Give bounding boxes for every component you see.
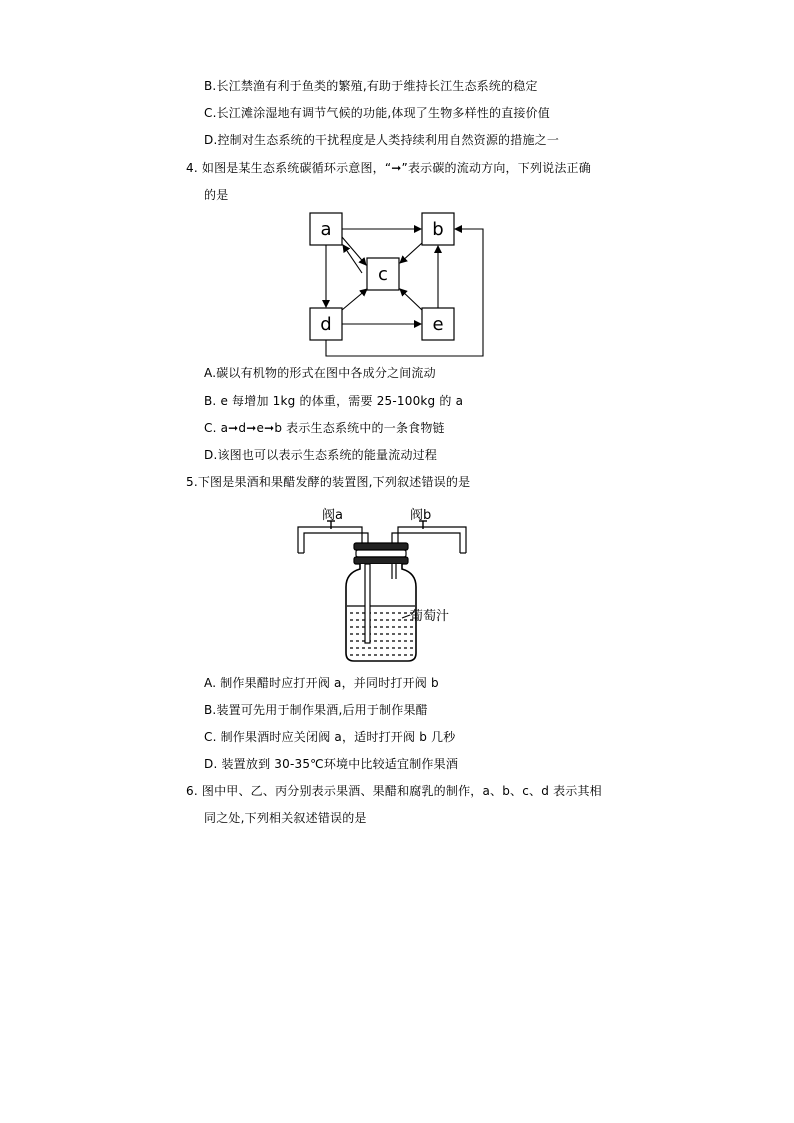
q3-option-b: B.长江禁渔有利于鱼类的繁殖,有助于维持长江生态系统的稳定 (204, 79, 538, 93)
q3-option-c: C.长江滩涂湿地有调节气候的功能,体现了生物多样性的直接价值 (204, 106, 551, 120)
q6-stem-line2: 同之处,下列相关叙述错误的是 (204, 811, 367, 825)
arrow-e-to-c (400, 289, 422, 310)
q4-option-d: D.该图也可以表示生态系统的能量流动过程 (204, 448, 438, 462)
node-c-label: c (378, 264, 388, 285)
inner-long-tube (365, 564, 370, 643)
node-e-label: e (432, 314, 444, 335)
q5-option-b: B.装置可先用于制作果酒,后用于制作果醋 (204, 703, 428, 717)
q4-stem-line1: 4. 如图是某生态系统碳循环示意图，“➞”表示碳的流动方向，下列说法正确 (186, 161, 591, 175)
q4-option-a: A.碳以有机物的形式在图中各成分之间流动 (204, 366, 436, 380)
q5-option-c: C. 制作果酒时应关闭阀 a，适时打开阀 b 几秒 (204, 730, 456, 744)
arrow-d-to-c (342, 289, 367, 310)
node-d-label: d (320, 314, 332, 335)
carbon-cycle-diagram (300, 205, 500, 365)
q5-option-a: A. 制作果醋时应打开阀 a，并同时打开阀 b (204, 676, 439, 690)
arrow-d-to-b-loop (326, 229, 483, 356)
valve-a-label: 阀a (322, 508, 343, 523)
fermentation-apparatus-diagram (292, 503, 472, 665)
q5-stem: 5.下图是果酒和果醋发酵的装置图,下列叙述错误的是 (186, 475, 471, 489)
node-b-label: b (432, 219, 444, 240)
q4-stem-line2: 的是 (204, 188, 229, 202)
q5-option-d: D. 装置放到 30-35℃环境中比较适宜制作果酒 (204, 757, 459, 771)
grape-juice-label: 葡萄汁 (410, 609, 450, 624)
valve-b-label: 阀b (410, 508, 432, 523)
node-a-label: a (320, 219, 332, 240)
q6-stem-line1: 6. 图中甲、乙、丙分别表示果酒、果醋和腐乳的制作，a、b、c、d 表示其相 (186, 784, 602, 798)
q4-option-c: C. a➞d➞e➞b 表示生态系统中的一条食物链 (204, 421, 445, 435)
q3-option-d: D.控制对生态系统的干扰程度是人类持续利用自然资源的措施之一 (204, 133, 560, 147)
stopper (354, 543, 408, 564)
arrow-b-to-c (400, 243, 422, 263)
q4-option-b: B. e 每增加 1kg 的体重，需要 25-100kg 的 a (204, 394, 464, 408)
grape-juice-liquid (347, 606, 415, 658)
